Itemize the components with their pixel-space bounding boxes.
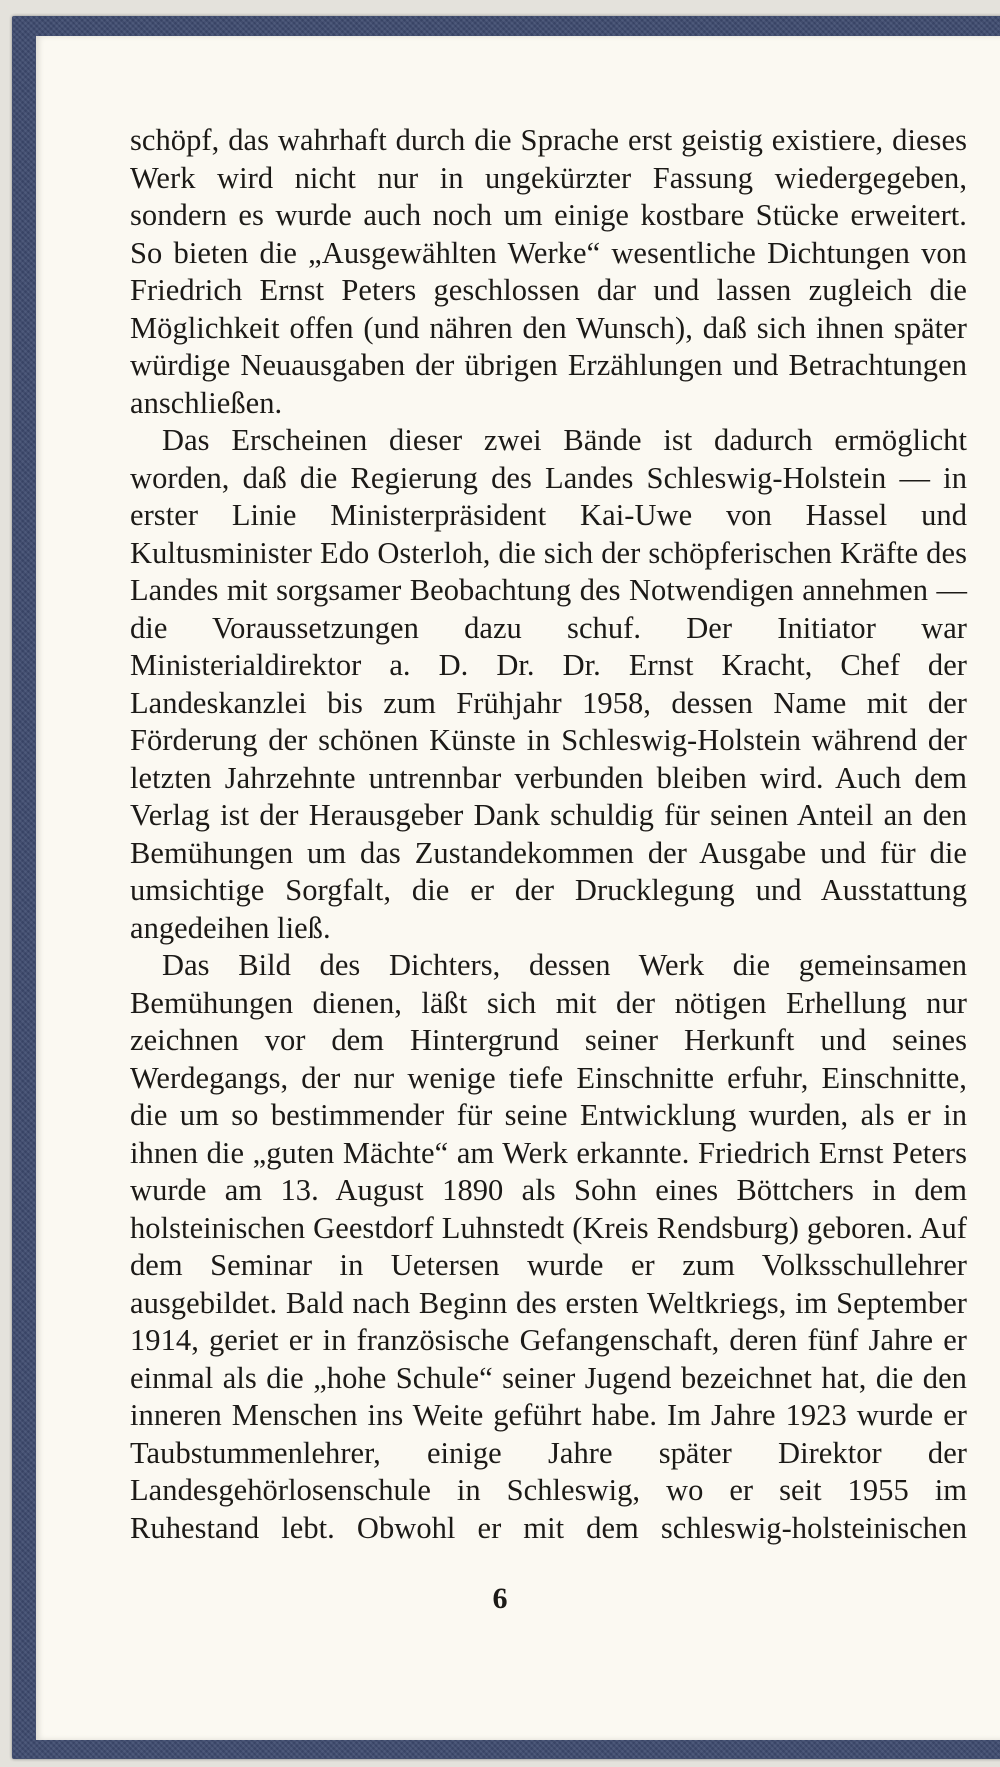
paragraph-3: Das Bild des Dichters, dessen Werk die gemeinsamen Bemühungen dienen, läßt sich mit der nötigen Erhellung nur zeichnen vor dem Hintergrund seiner Herkunft und seines Werdegangs, der nur wenige tiefe Einschnitte erfuhr, Einschnitte, die um so bestimmender für seine Entwicklung wurden, als er in ihnen die „guten Mächte“ am Werk erkannte. Friedrich Ernst Peters wurde am 13. August 1890 als Sohn eines Böttchers in dem holsteinischen Geestdorf Luhnstedt (Kreis Rendsburg) geboren. Auf dem Seminar in Uetersen wurde er zum Volksschullehrer ausgebildet. Bald nach Beginn des ersten Weltkriegs, im September 1914, geriet er in französische Gefangenschaft, deren fünf Jahre er einmal als die „hohe Schule“ seiner Jugend bezeichnet hat, die den inneren Menschen ins Weite geführt habe. Im Jahre 1923 wurde er Taubstummenlehrer, einige Jahre später Direktor der Landesgehörlosenschule in Schleswig, wo er seit 1955 im Ruhestand lebt. Obwohl er mit dem schleswig-holsteinischen: [130, 948, 967, 1545]
paragraph-2: Das Erscheinen dieser zwei Bände ist dadurch ermöglicht worden, daß die Regierung des Landes Schleswig-Holstein — in erster Linie Ministerpräsident Kai-Uwe von Hassel und Kultusminister Edo Osterloh, die sich der schöpferischen Kräfte des Landes mit sorgsamer Beobachtung des Notwendigen annehmen — die Voraussetzungen dazu schuf. Der Initiator war Ministerialdirektor a. D. Dr. Dr. Ernst Kracht, Chef der Landeskanzlei bis zum Frühjahr 1958, dessen Name mit der Förderung der schönen Künste in Schleswig-Holstein während der letzten Jahrzehnte untrennbar verbunden bleiben wird. Auch dem Verlag ist der Herausgeber Dank schuldig für seinen Anteil an den Bemühungen um das Zustandekommen der Ausgabe und für die umsichtige Sorgfalt, die er der Drucklegung und Ausstattung angedeihen ließ.: [130, 423, 967, 945]
body-text: [130, 122, 967, 1547]
page-number: 6: [492, 1582, 508, 1615]
paragraph-1: schöpf, das wahrhaft durch die Sprache erst geistig existiere, dieses Werk wird nicht nur in ungekürzter Fassung wiedergegeben, sondern es wurde auch noch um einige kostbare Stücke erweitert. So bieten die „Ausgewählten Werke“ wesentliche Dichtungen von Friedrich Ernst Peters geschlossen dar und lassen zugleich die Möglichkeit offen (und nähren den Wunsch), daß sich ihnen später würdige Neuausgaben der übrigen Erzählungen und Betrachtungen anschließen.: [130, 123, 967, 420]
